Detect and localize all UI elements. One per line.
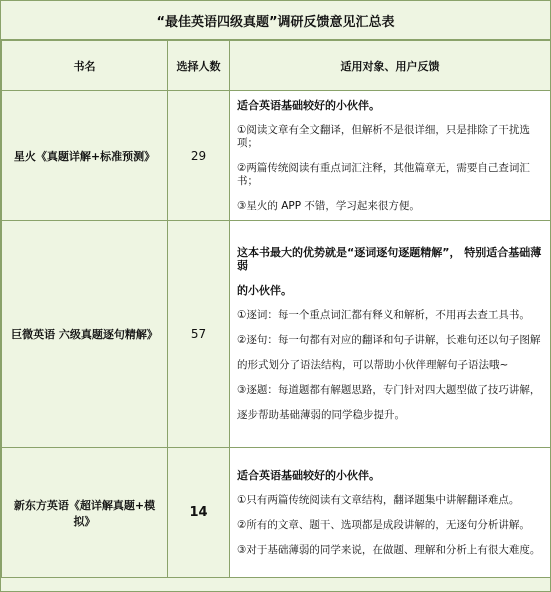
feedback-item: ②所有的文章、题干、选项都是成段讲解的，无逐句分析讲解。 [237, 518, 530, 531]
feedback-item: ③星火的 APP 不错，学习起来很方便。 [237, 199, 420, 212]
feedback-lead: 适合英语基础较好的小伙伴。 [237, 98, 380, 112]
header-book: 书名 [2, 41, 168, 91]
feedback-item: ③逐题：每道题都有解题思路，专门针对四大题型做了技巧讲解， [237, 384, 541, 396]
feedback-item: 逐步帮助基础薄弱的同学稳步提升。 [237, 409, 405, 421]
feedback-item: 的形式划分了语法结构，可以帮助小伙伴理解句子语法哦~ [237, 359, 509, 371]
book-name: 星火《真题详解+标准预测》 [2, 91, 168, 221]
feedback-cell [230, 448, 551, 578]
book-name: 新东方英语《超详解真题+模拟》 [2, 448, 168, 578]
feedback-item: ③对于基础薄弱的同学来说，在做题、理解和分析上有很大难度。 [237, 543, 541, 556]
header-count: 选择人数 [168, 41, 230, 91]
header-row [2, 41, 551, 91]
book-name: 巨微英语 六级真题逐句精解》 [2, 221, 168, 448]
feedback-item: ②两篇传统阅读有重点词汇注释，其他篇章无，需要自己查词汇书； [237, 161, 530, 187]
selection-count: 57 [168, 221, 230, 448]
header-feedback: 适用对象、用户反馈 [230, 41, 551, 91]
feedback-cell [230, 221, 551, 448]
table-row [2, 91, 551, 221]
table-title: “最佳英语四级真题”调研反馈意见汇总表 [1, 1, 550, 40]
table-row [2, 221, 551, 448]
table-row [2, 448, 551, 578]
selection-count: 14 [168, 448, 230, 578]
feedback-item: ①逐词：每一个重点词汇都有释义和解析，不用再去查工具书。 [237, 309, 530, 321]
feedback-cell [230, 91, 551, 221]
feedback-item: ①阅读文章有全文翻译，但解析不是很详细，只是排除了干扰选项； [237, 123, 530, 149]
feedback-table [1, 40, 551, 578]
selection-count: 29 [168, 91, 230, 221]
feedback-item: ①只有两篇传统阅读有文章结构，翻译题集中讲解翻译难点。 [237, 493, 520, 506]
feedback-lead: 这本书最大的优势就是“逐词逐句逐题精解”， 特别适合基础薄弱 [237, 246, 542, 272]
feedback-item: ②逐句：每一句都有对应的翻译和句子讲解，长难句还以句子图解 [237, 334, 541, 346]
feedback-lead: 适合英语基础较好的小伙伴。 [237, 468, 380, 482]
feedback-lead: 的小伙伴。 [237, 284, 292, 297]
